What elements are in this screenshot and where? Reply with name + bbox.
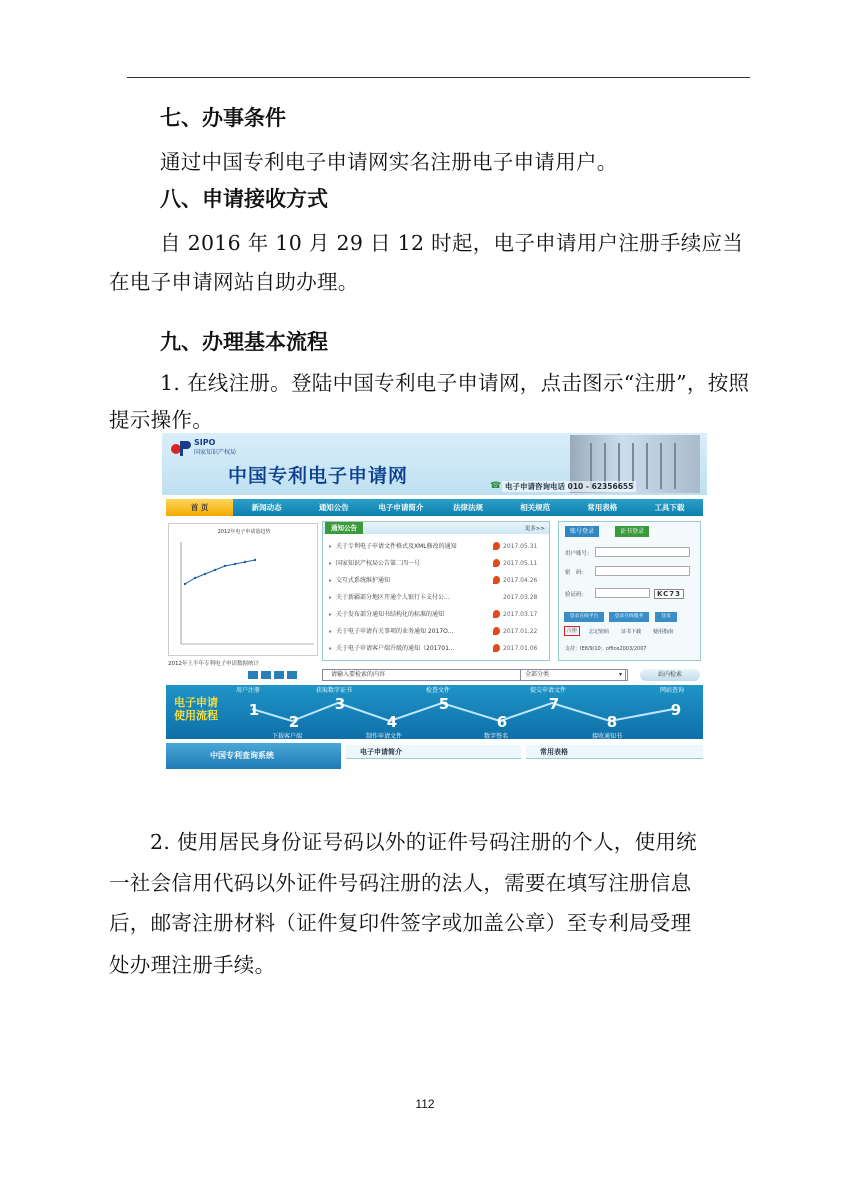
pin-icon <box>493 644 500 652</box>
notice-tab[interactable]: 通知公告 <box>325 522 363 534</box>
login-platform-button[interactable]: 登录在线平台 <box>564 612 604 622</box>
flow-step-label: 制作申请文件 <box>366 733 403 740</box>
flow-step-label: 提交申请文件 <box>530 687 567 694</box>
pin-icon <box>493 576 500 584</box>
flow-step-label: 下载客户端 <box>272 733 303 740</box>
chart-page-btn[interactable] <box>261 671 271 679</box>
chevron-down-icon: ▾ <box>618 671 622 678</box>
notice-panel <box>322 521 550 661</box>
page-number: 112 <box>415 1097 435 1111</box>
chart-plot <box>169 524 319 657</box>
nav-forms[interactable]: 常用表格 <box>587 503 618 512</box>
site-search-button[interactable]: 站内检索 <box>640 669 700 681</box>
login-service-button[interactable]: 登录在线服务 <box>609 612 649 622</box>
usage-flow-banner <box>166 685 703 739</box>
flow-step-num: 1 <box>248 701 260 719</box>
nav-notices[interactable]: 通知公告 <box>318 503 349 512</box>
pin-icon <box>493 610 500 618</box>
captcha-image[interactable]: KC73 <box>654 589 684 599</box>
login-panel <box>558 521 701 661</box>
password-label: 密 码： <box>565 570 588 576</box>
site-title: 中国专利电子申请网 <box>228 465 409 487</box>
chart-pager <box>248 671 297 679</box>
website-screenshot <box>162 433 707 771</box>
logo-subtext: 国家知识产权局 <box>194 449 237 456</box>
heading-s9: 九、办理基本流程 <box>160 330 328 354</box>
heading-s8: 八、申请接收方式 <box>160 187 328 211</box>
heading-s7: 七、办事条件 <box>160 106 286 130</box>
nav-tools[interactable]: 工具下载 <box>654 503 685 512</box>
pin-icon <box>493 542 500 550</box>
chart-page-btn[interactable] <box>274 671 284 679</box>
step2-line3: 后，邮寄注册材料（证件复印件签字或加盖公章）至专利局受理 <box>109 911 692 935</box>
flow-step-num: 5 <box>438 695 450 713</box>
chart-page-btn[interactable] <box>287 671 297 679</box>
patent-query-system-link[interactable]: 中国专利查询系统 <box>166 743 341 769</box>
browser-support: 支持：IE8/9/10；office2003/2007 <box>565 646 647 652</box>
password-input[interactable] <box>595 566 690 576</box>
flow-step-num: 3 <box>334 695 346 713</box>
chart-caption: 2012年上半年专利电子申请数据统计 <box>168 661 259 667</box>
nav-news[interactable]: 新闻动态 <box>251 503 282 512</box>
main-nav <box>166 499 703 516</box>
captcha-input[interactable] <box>595 588 650 598</box>
flow-step-label: 接收通知书 <box>592 733 623 740</box>
flow-step-num: 2 <box>288 713 300 731</box>
nav-home[interactable]: 首 页 <box>166 499 233 516</box>
notice-more-link[interactable]: 更多>> <box>524 526 545 532</box>
flow-step-num: 8 <box>606 713 618 731</box>
flow-step-label: 网站查询 <box>660 687 685 694</box>
flow-step-label: 数字签名 <box>484 733 509 740</box>
user-label: 用户账号： <box>565 551 593 557</box>
nav-laws[interactable]: 法律法规 <box>453 503 484 512</box>
phone-icon: ☎ <box>490 481 502 491</box>
flow-step-label: 获取数字证书 <box>316 687 353 694</box>
login-button[interactable]: 登录 <box>655 612 677 622</box>
forms-section-title[interactable]: 常用表格 <box>526 745 703 759</box>
flow-step-num: 6 <box>496 713 508 731</box>
step2-line2: 一社会信用代码以外证件号码注册的法人，需要在填写注册信息 <box>109 871 692 895</box>
logo-text: SIPO <box>194 438 216 447</box>
step2-line4: 处办理注册手续。 <box>109 953 276 977</box>
sipo-logo-icon <box>170 439 192 457</box>
pin-icon <box>493 627 500 635</box>
hotline: 电子申请咨询电话 010 - 62356655 <box>502 481 636 492</box>
chart-page-btn[interactable] <box>248 671 258 679</box>
forgot-password-link[interactable]: 忘记密码 <box>589 629 610 635</box>
nav-intro[interactable]: 电子申请简介 <box>378 503 424 512</box>
step2-line1: 2. 使用居民身份证号码以外的证件号码注册的个人，使用统 <box>150 830 697 854</box>
flow-title: 电子申请 使用流程 <box>174 696 218 722</box>
body-s8-line2: 在电子申请网站自助办理。 <box>109 270 359 294</box>
cert-download-link[interactable]: 证书下载 <box>621 629 642 635</box>
notice-row[interactable]: ▸ 关于新疆部分地区开通个人银行卡支付公... 2017.03.28 <box>329 594 538 601</box>
search-input[interactable]: 请输入要检索的内容 <box>322 669 628 681</box>
stats-chart <box>168 523 318 656</box>
notice-row[interactable]: ▸ 关于电子申请客户端升级的通知（201701... 2017.01.06 <box>329 645 538 652</box>
step1-line2: 提示操作。 <box>109 408 213 432</box>
flow-step-num: 4 <box>386 713 398 731</box>
register-link[interactable]: 注册 <box>564 626 580 636</box>
search-category-select[interactable]: 全部分类 ▾ <box>520 669 626 681</box>
flow-step-num: 9 <box>670 701 682 719</box>
captcha-label: 验证码： <box>565 592 588 598</box>
intro-section-title[interactable]: 电子申请简介 <box>346 745 521 759</box>
body-s8-line1: 自 2016 年 10 月 29 日 12 时起，电子申请用户注册手续应当 <box>160 231 744 255</box>
notice-row[interactable]: ▸ 国家知识产权局公告第二四一号 2017.05.11 <box>329 560 538 567</box>
user-input[interactable] <box>595 547 690 557</box>
tab-account-login[interactable]: 账号登录 <box>565 526 599 537</box>
step1-line1: 1. 在线注册。登陆中国专利电子申请网，点击图示“注册”，按照 <box>160 371 750 395</box>
site-banner <box>162 433 707 495</box>
tab-cert-login[interactable]: 证书登录 <box>615 526 649 537</box>
notice-row[interactable]: ▸ 关于发布部分通知书结构化的标准的通知 2017.03.17 <box>329 611 538 618</box>
notice-row[interactable]: ▸ 关于电子申请有关事项的业务通知 2017O... 2017.01.22 <box>329 628 538 635</box>
chart-title: 2012年电子申请量趋势 <box>217 529 271 535</box>
notice-row[interactable]: ▸ 关于专利电子申请文件格式及XML修改的通知 2017.05.31 <box>329 543 538 550</box>
nav-specs[interactable]: 相关规范 <box>520 503 551 512</box>
help-link[interactable]: 使用指南 <box>653 629 674 635</box>
notice-row[interactable]: ▸ 交互式系统维护通知 2017.04.26 <box>329 577 538 584</box>
flow-step-label: 检查文件 <box>426 687 451 694</box>
body-s7: 通过中国专利电子申请网实名注册电子申请用户。 <box>160 150 618 174</box>
header-rule <box>127 77 750 78</box>
flow-step-num: 7 <box>548 695 560 713</box>
pin-icon <box>493 559 500 567</box>
flow-step-label: 用户注册 <box>236 687 261 694</box>
